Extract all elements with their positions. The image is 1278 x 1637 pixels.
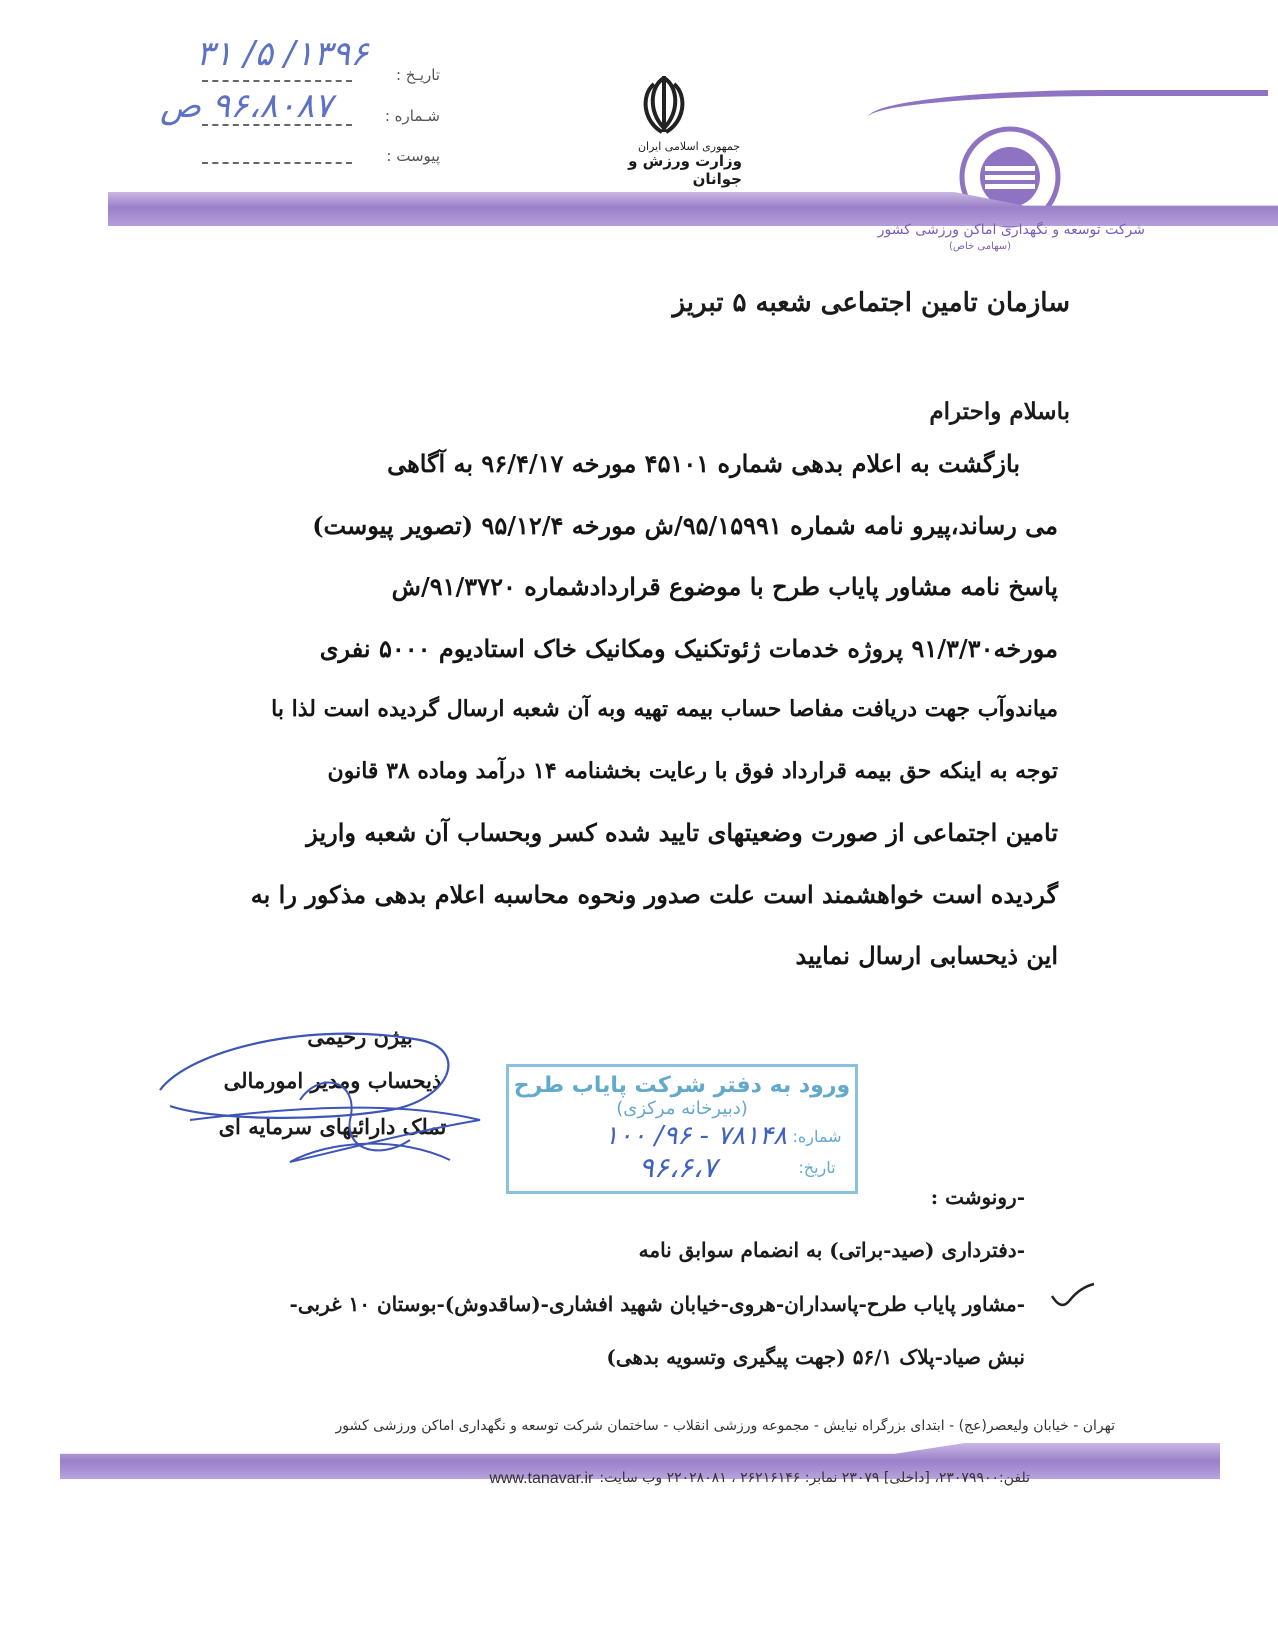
letter-line: این ذیحسابی ارسال نمایید (795, 941, 1058, 970)
checkmark-icon (1048, 1280, 1098, 1310)
footer-address: تهران - خیابان ولیعصر(عج) - ابتدای بزرگراه نیایش - مجموعه ورزشی انقلاب - ساختمان شرکت توسعه و نگهداری اماکن ورزشی کشور (335, 1418, 1115, 1434)
stamp-number-value: ۷۸۱۴۸ - ۹۶/ ۱۰۰ (604, 1121, 787, 1151)
stamp-subtitle: (دبیرخانه مرکزی) (616, 1098, 748, 1119)
letter-line: بازگشت به اعلام بدهی شماره ۴۵۱۰۱ مورخه ۹۶/۴/۱۷ به آگاهی (387, 449, 1020, 478)
letter-line: میاندوآب جهت دریافت مفاصا حساب بیمه تهیه وبه آن شعبه ارسال گردیده است لذا با (271, 696, 1058, 722)
signature-scribble-icon (150, 1010, 510, 1180)
attachment-dots (202, 162, 352, 164)
number-dots (202, 124, 352, 126)
date-dots (202, 80, 352, 82)
signer-name: بیژن رحیمی (307, 1024, 413, 1049)
footer-website[interactable]: www.tanavar.ir (489, 1470, 594, 1487)
signer-title: ذیحساب ومدیر امورمالی (223, 1068, 442, 1093)
ministry-line2: وزارت ورزش و جوانان (628, 152, 742, 188)
number-label: شـماره : (384, 107, 440, 125)
header-arc (868, 90, 1268, 136)
cc-item: -دفترداری (صید-براتی) به انضمام سوابق نامه (638, 1238, 1025, 1262)
stamp-title: ورود به دفتر شرکت پایاب طرح (513, 1073, 851, 1098)
cc-title: -رونوشت : (930, 1185, 1025, 1209)
attachment-label: پیوست : (386, 147, 440, 165)
letter-line: پاسخ نامه مشاور پایاب طرح با موضوع قراردادشماره ۹۱/۳۷۲۰/ش (391, 572, 1058, 601)
company-type: (سهامی خاص) (948, 241, 1012, 252)
header-band (108, 192, 1278, 226)
date-label: تاریـخ : (395, 66, 440, 84)
incoming-stamp (506, 1064, 858, 1194)
stamp-number-label: شماره: (792, 1126, 842, 1146)
footer-contact (320, 1470, 1030, 1488)
letter-line: می رساند،پیرو نامه شماره ۹۵/۱۵۹۹۱/ش مورخه ۹۵/۱۲/۴ (تصویر پیوست) (312, 510, 1058, 540)
company-name: شرکت توسعه و نگهداری اماکن ورزشی کشور (877, 222, 1145, 238)
letter-greeting: باسلام واحترام (929, 398, 1070, 425)
letter-line: توجه به اینکه حق بیمه قرارداد فوق با رعایت بخشنامه ۱۴ درآمد وماده ۳۸ قانون (327, 757, 1058, 784)
cc-item: -مشاور پایاب طرح-پاسداران-هروی-خیابان شهید افشاری-(ساقدوش)-بوستان ۱۰ غربی- (289, 1292, 1025, 1316)
stamp-date-label: تاریخ: (798, 1158, 836, 1177)
date-value: ۱۳۹۶/ ۵/ ۳۱ (196, 34, 369, 74)
letter-line: گردیده است خواهشمند است علت صدور ونحوه محاسبه اعلام بدهی مذکور را به (250, 879, 1058, 909)
cc-item: نبش صیاد-پلاک ۵۶/۱ (جهت پیگیری وتسویه بدهی) (606, 1345, 1025, 1369)
number-value: ۹۶،۸۰۸۷ ص (160, 86, 333, 126)
letter-body (198, 433, 1058, 987)
letter-line: مورخه۹۱/۳/۳۰ پروژه خدمات ژئوتکنیک ومکانیک خاک استادیوم ۵۰۰۰ نفری (319, 633, 1058, 663)
stamp-date-value: ۹۶،۶،۷ (638, 1151, 717, 1184)
signer-department: تملک دارائیهای سرمایه ای (218, 1114, 447, 1139)
iran-emblem-icon (636, 72, 692, 138)
letter-recipient: سازمان تامین اجتماعی شعبه ۵ تبریز (672, 288, 1070, 318)
footer-phones: تلفن:۲۳۰۷۹۹۰۰، [داخلی] ۲۳۰۷۹ نمابر: ۲۶۲۱۶۱۴۶ ، ۲۲۰۲۸۰۸۱ وب سایت: (599, 1470, 1030, 1486)
letter-line: تامین اجتماعی از صورت وضعیتهای تایید شده کسر وبحساب آن شعبه واریز (306, 818, 1058, 847)
ministry-line1: جمهوری اسلامی ایران (637, 140, 740, 153)
